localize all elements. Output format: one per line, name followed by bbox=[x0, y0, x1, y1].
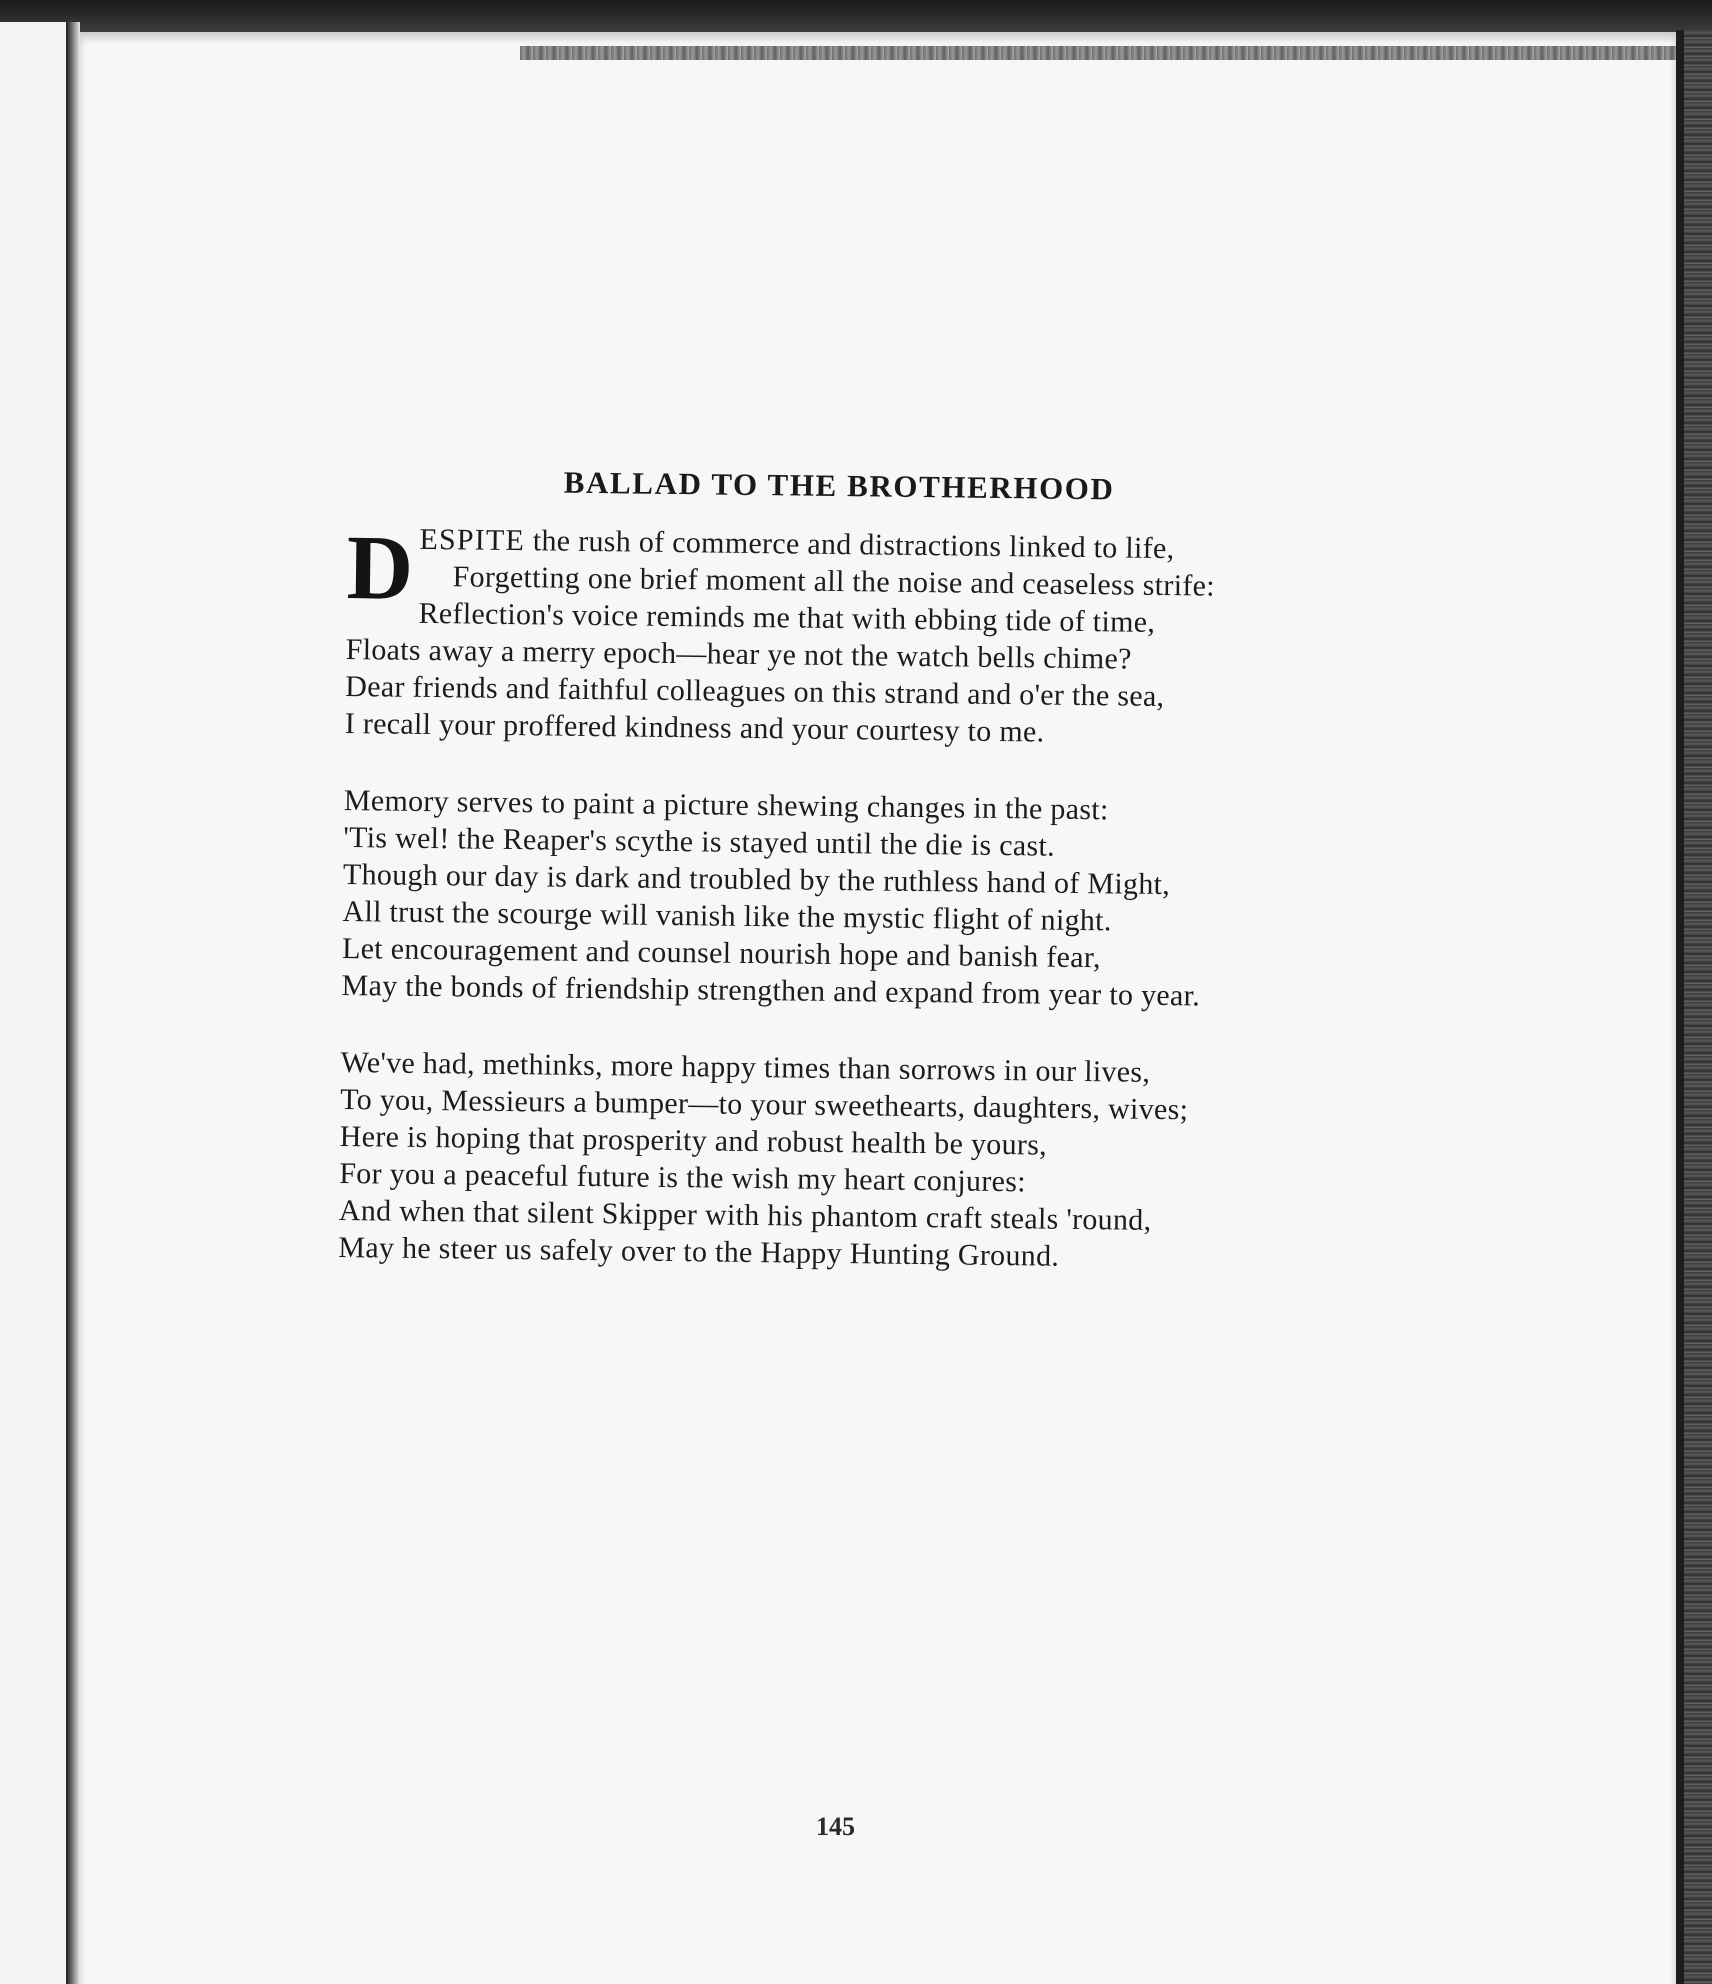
poem-line: Memory serves to paint a picture shewing changes in the past: bbox=[343, 783, 1109, 827]
poem-line: Let encouragement and counsel nourish hope and banish fear, bbox=[341, 931, 1101, 975]
scan-top-edge bbox=[0, 0, 1712, 30]
poem-line: Though our day is dark and troubled by the ruthless hand of Might, bbox=[342, 857, 1171, 902]
facing-page-edge bbox=[0, 22, 75, 1984]
poem-line: I recall your proffered kindness and your courtesy to me. bbox=[344, 706, 1045, 749]
poem-line: All trust the scourge will vanish like the mystic flight of night. bbox=[342, 894, 1112, 938]
poem bbox=[338, 462, 1488, 1320]
poem-title: BALLAD TO THE BROTHERHOOD bbox=[563, 464, 1115, 507]
binding-edge bbox=[520, 46, 1676, 60]
stanza-3 bbox=[338, 1044, 1481, 1280]
drop-cap: D bbox=[346, 515, 414, 619]
poem-line: May the bonds of friendship strengthen and expand from year to year. bbox=[341, 968, 1201, 1013]
poem-line: To you, Messieurs a bumper—to your sweethearts, daughters, wives; bbox=[340, 1082, 1189, 1127]
gutter-shadow bbox=[66, 22, 80, 1984]
stanza-2 bbox=[341, 782, 1484, 1018]
first-line-text: the rush of commerce and distractions linked to life, bbox=[532, 524, 1175, 566]
first-word: ESPITE bbox=[419, 522, 526, 558]
poem-line: May he steer us safely over to the Happy Hunting Ground. bbox=[338, 1230, 1060, 1273]
poem-line: For you a peaceful future is the wish my heart conjures: bbox=[339, 1156, 1027, 1199]
poem-line: 'Tis wel! the Reaper's scythe is stayed until the die is cast. bbox=[343, 820, 1056, 863]
poem-line: Floats away a merry epoch—hear ye not the watch bells chime? bbox=[345, 632, 1132, 676]
poem-line: Here is hoping that prosperity and robust health be yours, bbox=[339, 1119, 1048, 1162]
page-number: 145 bbox=[816, 1812, 855, 1841]
poem-line: Forgetting one brief moment all the noise and ceaseless strife: bbox=[452, 560, 1216, 603]
poem-line: We've had, methinks, more happy times than sorrows in our lives, bbox=[340, 1045, 1151, 1089]
stanza-1 bbox=[344, 515, 1488, 756]
poem-line: And when that silent Skipper with his phantom craft steals 'round, bbox=[338, 1193, 1152, 1237]
poem-line: Reflection's voice reminds me that with ebbing tide of time, bbox=[418, 596, 1156, 639]
page-edge-shadow bbox=[1676, 30, 1684, 1984]
poem-line: Dear friends and faithful colleagues on this strand and o'er the sea, bbox=[345, 669, 1165, 713]
